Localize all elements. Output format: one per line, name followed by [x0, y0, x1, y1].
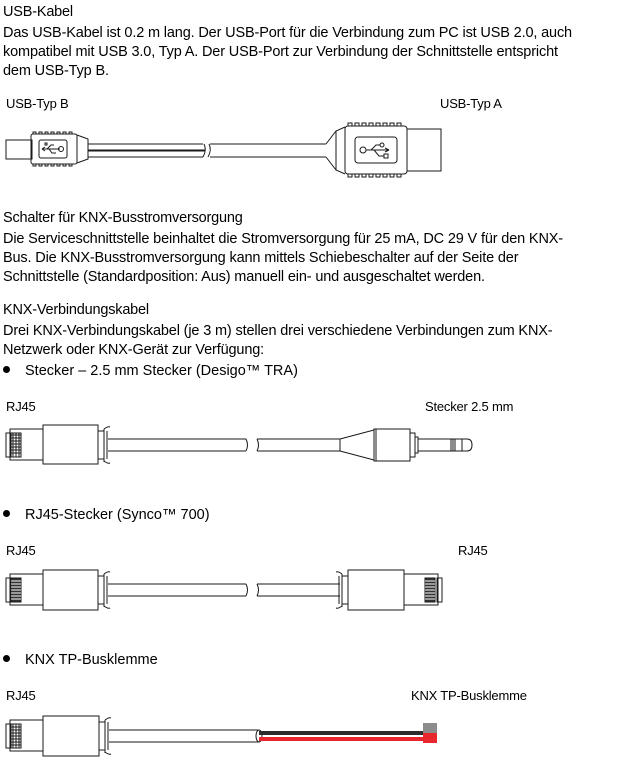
- rj45-to-rj45-figure: [0, 565, 632, 625]
- terminal-gray: [423, 723, 437, 733]
- label-usb-typ-a: USB-Typ A: [440, 96, 502, 111]
- paragraph-knx-cables: [3, 322, 628, 360]
- cable: [109, 730, 258, 742]
- heading-schalter: Schalter für KNX-Busstromversorgung: [3, 210, 243, 226]
- usb-cable: [88, 150, 205, 151]
- rj45-connector: [6, 716, 111, 756]
- list-item: [3, 507, 210, 523]
- cable: [108, 439, 340, 451]
- terminal-red: [423, 733, 437, 743]
- label-rj45: RJ45: [6, 399, 36, 414]
- heading-knx-verbindungskabel: KNX-Verbindungskabel: [3, 302, 149, 318]
- label-knx-tp-busklemme: KNX TP-Busklemme: [411, 688, 527, 703]
- wire-red: [259, 737, 423, 741]
- cable: [108, 584, 340, 596]
- paragraph-power-switch: [3, 230, 628, 287]
- paragraph-line: Die Serviceschnittstelle beinhaltet die Stromversorgung für 25 mA, DC 29 V für den KNX-: [3, 231, 563, 247]
- rj45-connector: [336, 570, 442, 610]
- label-rj45: RJ45: [6, 688, 36, 703]
- paragraph-line: Drei KNX-Verbindungskabel (je 3 m) stellen drei verschiedene Verbindungen zum KNX-: [3, 323, 553, 339]
- paragraph-line: Das USB-Kabel ist 0.2 m lang. Der USB-Port für die Verbindung zum PC ist USB 2.0, auch: [3, 25, 572, 41]
- bullet-dot-icon: [3, 655, 10, 662]
- paragraph-line: Bus. Die KNX-Busstromversorgung kann mittels Schiebeschalter auf der Seite der: [3, 250, 519, 266]
- wire-black: [259, 731, 423, 735]
- paragraph-line: kompatibel mit USB 3.0, Typ A. Der USB-Port zur Verbindung der Schnittstelle entspricht: [3, 44, 558, 60]
- rj45-connector: [6, 570, 110, 610]
- paragraph-line: dem USB-Typ B.: [3, 63, 109, 79]
- usb-icon: [360, 143, 389, 158]
- label-rj45: RJ45: [458, 543, 488, 558]
- list-item-text: Stecker – 2.5 mm Stecker (Desigo™ TRA): [25, 363, 298, 379]
- paragraph-line: Netzwerk oder KNX-Gerät zur Verfügung:: [3, 342, 265, 358]
- label-rj45: RJ45: [6, 543, 36, 558]
- jack-2-5mm-connector: [340, 429, 472, 461]
- bullet-dot-icon: [3, 510, 10, 517]
- list-item: [3, 363, 298, 379]
- list-item: [3, 652, 158, 668]
- list-item-text: RJ45-Stecker (Synco™ 700): [25, 507, 210, 523]
- bullet-dot-icon: [3, 366, 10, 373]
- paragraph-line: Schnittstelle (Standardposition: Aus) manuell ein- und ausgeschaltet werden.: [3, 269, 485, 285]
- usb-icon: [42, 143, 64, 153]
- usb-cable-figure: [0, 115, 632, 190]
- knx-wires: [259, 723, 437, 743]
- paragraph-usb: [3, 24, 628, 81]
- label-stecker-2-5mm: Stecker 2.5 mm: [425, 399, 514, 414]
- list-item-text: KNX TP-Busklemme: [25, 652, 158, 668]
- rj45-connector: [6, 425, 110, 464]
- rj45-to-jack-figure: [0, 420, 632, 480]
- label-usb-typ-b: USB-Typ B: [6, 96, 69, 111]
- heading-usb-kabel: USB-Kabel: [3, 4, 73, 20]
- rj45-to-knx-terminal-figure: [0, 710, 632, 767]
